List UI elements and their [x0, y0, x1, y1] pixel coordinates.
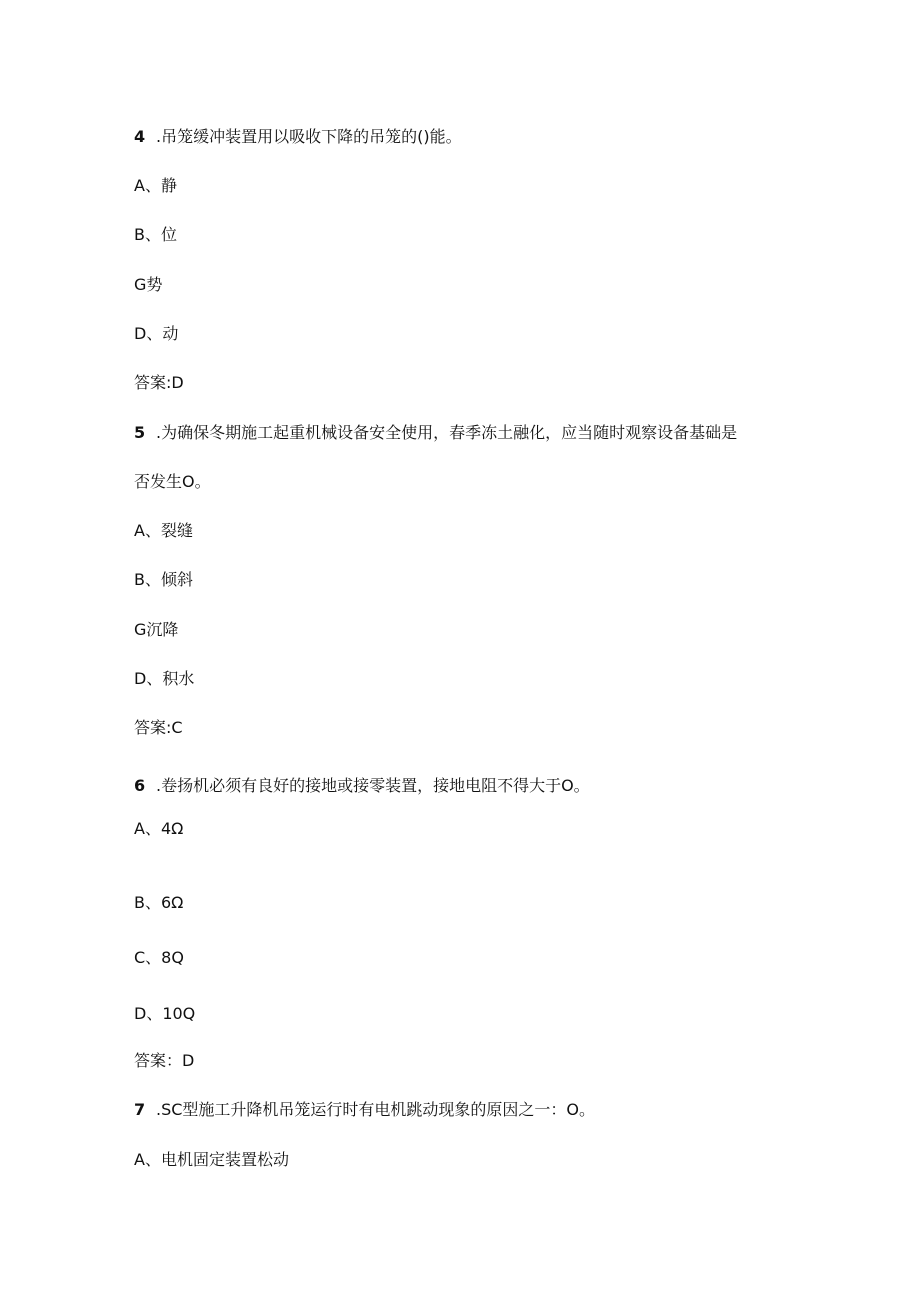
question-4-stem: [134, 127, 462, 147]
question-5-option-c: G沉降: [134, 620, 179, 639]
question-4-option-c: G势: [134, 275, 163, 294]
question-5-answer: 答案:C: [134, 718, 183, 737]
question-6-option-b: B、6Ω: [134, 893, 184, 912]
question-5-option-d: D、积水: [134, 669, 195, 688]
question-4-answer: 答案:D: [134, 373, 184, 392]
question-5-stem: [134, 423, 737, 443]
question-text: .卷扬机必须有良好的接地或接零装置，接地电阻不得大于O。: [156, 776, 590, 795]
question-4-option-a: A、静: [134, 176, 177, 195]
question-number: 5: [134, 423, 146, 442]
question-5-option-b: B、倾斜: [134, 570, 193, 589]
question-number: 7: [134, 1100, 146, 1119]
question-5-stem-continuation: 否发生O。: [134, 472, 211, 491]
question-text: .SC型施工升降机吊笼运行时有电机跳动现象的原因之一：O。: [156, 1100, 596, 1119]
question-6-stem: [134, 776, 590, 796]
question-7-stem: [134, 1100, 595, 1120]
question-5-option-a: A、裂缝: [134, 521, 193, 540]
question-6-option-c: C、8Q: [134, 948, 184, 967]
question-number: 6: [134, 776, 146, 795]
question-7-option-a: A、电机固定装置松动: [134, 1150, 289, 1169]
question-text: .为确保冬期施工起重机械设备安全使用，春季冻土融化，应当随时观察设备基础是: [156, 423, 738, 442]
question-number: 4: [134, 127, 146, 146]
question-6-option-a: A、4Ω: [134, 819, 184, 838]
question-6-answer: 答案：D: [134, 1051, 195, 1070]
question-4-option-b: B、位: [134, 225, 177, 244]
question-4-option-d: D、动: [134, 324, 179, 343]
question-6-option-d: D、10Q: [134, 1004, 196, 1023]
question-text: .吊笼缓冲装置用以吸收下降的吊笼的()能。: [156, 127, 462, 146]
